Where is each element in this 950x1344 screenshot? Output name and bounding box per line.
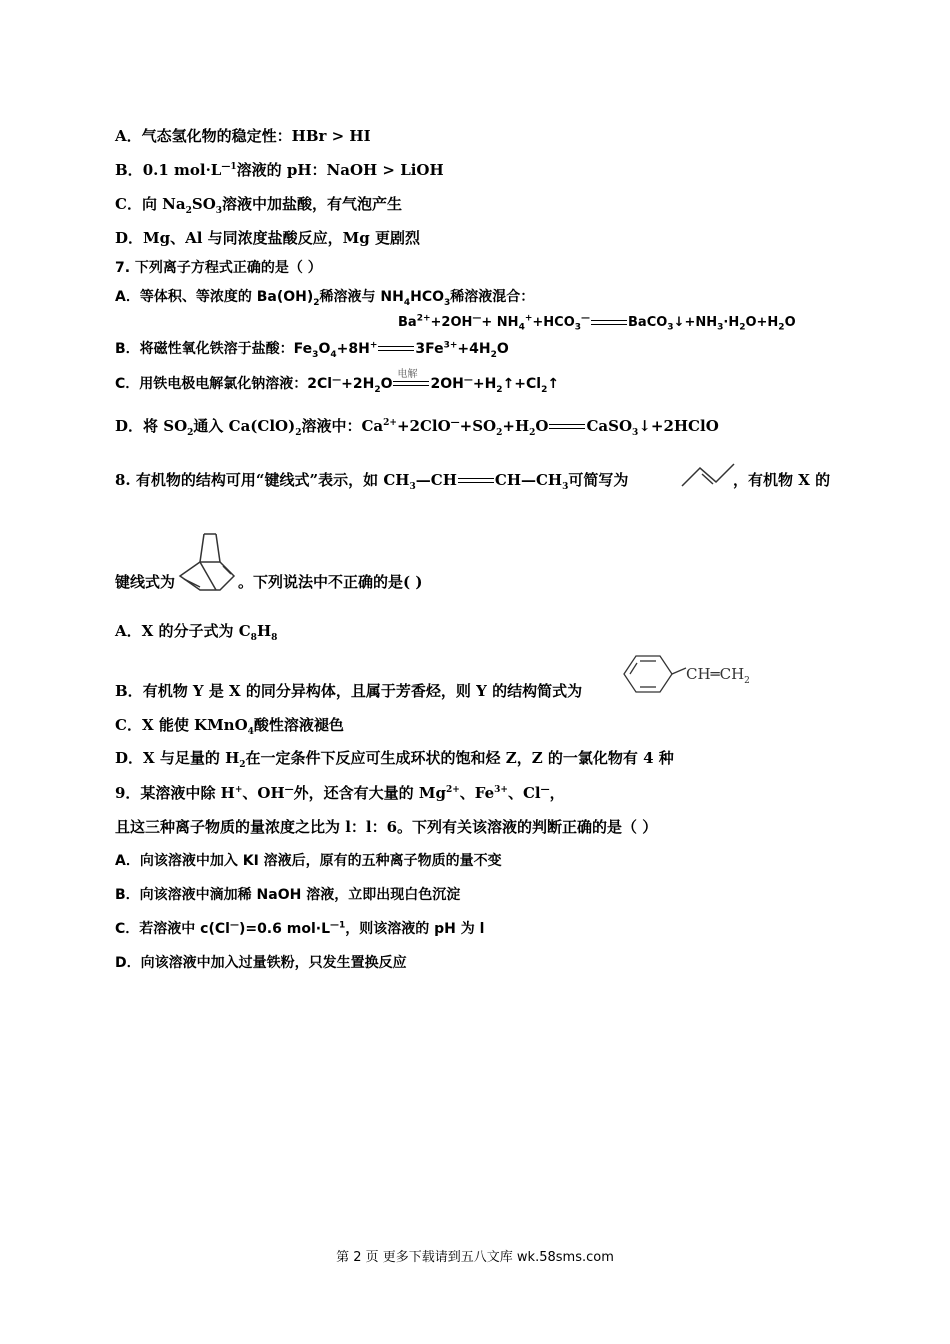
q9-option-b: B．向该溶液中滴加稀 NaOH 溶液，立即出现白色沉淀	[115, 887, 461, 903]
q8-stem-line1: 8. 有机物的结构可用“键线式”表示，如 $CH_3—CH$ $CH—CH_3$可简写为	[115, 471, 629, 492]
q6-option-c: C．向 $Na_2SO_3$溶液中加盐酸，有气泡产生	[115, 195, 403, 216]
equals-sign-icon	[549, 424, 585, 430]
styrene-benzene-ring-icon	[618, 652, 688, 696]
q7-option-a: A．等体积、等浓度的 $Ba(OH)_2$稀溶液与 $NH_4HCO_3$稀溶液混合：	[115, 289, 535, 308]
q8-option-c: C．X 能使 KMnO$_4$酸性溶液褪色	[115, 716, 344, 737]
q6-option-a: A．气态氢化物的稳定性：HBr > HI	[115, 127, 371, 145]
q9-stem-line2: 且这三种离子物质的量浓度之比为 l：l：6。下列有关该溶液的判断正确的是（ ）	[115, 818, 658, 836]
q7-option-c: C．用铁电极电解氯化钠溶液：$2Cl^—+2H_2O$ 电解 $2OH^—+H_2↑+Cl_2↑$	[115, 369, 560, 395]
butene-skeletal-formula-icon	[678, 460, 738, 490]
q8-option-b: B．有机物 Y 是 X 的同分异构体，且属于芳香烃，则 Y 的结构简式为	[115, 682, 583, 700]
styrene-vinyl-label: $CH═CH_2$	[686, 665, 750, 686]
q7-option-d: D．将 $SO_2$通入 $Ca(ClO)_2$溶液中：$Ca^{2+}+2ClO^—+SO_2+H_2O$ CaSO$_3$↓+2HClO	[115, 417, 719, 438]
q8-stem-line1-tail: ，有机物 X 的	[733, 471, 831, 489]
q9-option-d: D．向该溶液中加入过量铁粉，只发生置换反应	[115, 955, 407, 971]
q8-option-d: D．X 与足量的 $H_2$在一定条件下反应可生成环状的饱和烃 Z，Z 的一氯化物有 4 种	[115, 749, 674, 770]
q8-option-a: A．X 的分子式为 $C_8H_8$	[115, 622, 278, 643]
q7-stem: 7. 下列离子方程式正确的是（ ）	[115, 260, 322, 276]
q7-option-b: B．将磁性氧化铁溶于盐酸：$Fe_3O_4+8H^+$ $3Fe^{3+}+4H_2O$	[115, 340, 509, 360]
q8-stem-line2: 键线式为	[115, 573, 176, 591]
q8-stem-line2-tail: 。下列说法中不正确的是( )	[238, 573, 423, 591]
q9-option-c: C．若溶液中 c(Cl—)=0.6 $mol\cdot L^{—1}$，则该溶液的 pH 为 l	[115, 920, 485, 937]
q7-option-a-equation: $Ba^{2+}+2OH^—+ NH_4^++HCO_3^—$ $BaCO_3↓+NH_3\cdot H_2O+H_2O$	[398, 313, 796, 333]
q6-option-b: B．0.1 $mol\cdot L^{—1}$溶液的 pH：NaOH > LiOH	[115, 161, 444, 179]
equals-sign-icon	[378, 346, 414, 352]
q9-option-a: A．向该溶液中加入 KI 溶液后，原有的五种离子物质的量不变	[115, 853, 502, 869]
bicyclic-diene-skeletal-formula-icon	[176, 530, 240, 596]
equals-sign-icon	[591, 320, 627, 326]
q6-option-d: D．Mg、Al 与同浓度盐酸反应，Mg 更剧烈	[115, 229, 420, 247]
equals-sign-icon: 电解	[393, 381, 429, 387]
q9-stem-line1: 9．某溶液中除 H+、OH—外，还含有大量的 $Mg^{2+}$、$Fe^{3+}$、Cl—，	[115, 784, 565, 802]
double-bond-icon	[458, 478, 494, 484]
page-footer: 第 2 页 更多下载请到五八文库 wk.58sms.com	[336, 1250, 614, 1265]
